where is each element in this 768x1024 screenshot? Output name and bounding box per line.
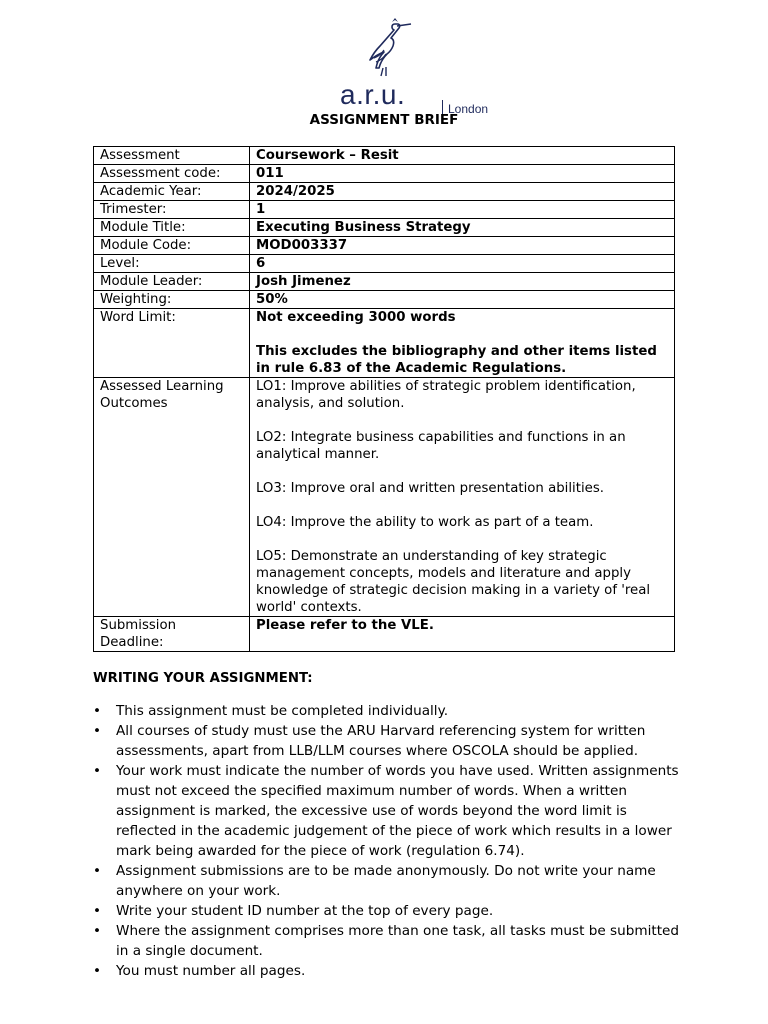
- row-label: Level:: [94, 255, 250, 273]
- table-row: [94, 219, 675, 237]
- list-item-text: You must number all pages.: [116, 963, 306, 979]
- learning-outcome-lo1: LO1: Improve abilities of strategic problem identification, analysis, and solution.: [256, 379, 636, 411]
- list-item-text: This assignment must be completed individually.: [116, 703, 449, 719]
- table-row: [94, 147, 675, 165]
- list-item: [93, 961, 683, 981]
- writing-section-heading: WRITING YOUR ASSIGNMENT:: [93, 671, 313, 686]
- row-value: 2024/2025: [250, 183, 675, 201]
- table-row: [94, 291, 675, 309]
- row-value: 6: [250, 255, 675, 273]
- bullet-icon: •: [93, 963, 102, 979]
- page-title: ASSIGNMENT BRIEF: [309, 112, 459, 128]
- writing-rules-list: [93, 701, 683, 981]
- deadline-row: [94, 617, 675, 652]
- row-value: Coursework – Resit: [250, 147, 675, 165]
- list-item: [93, 861, 683, 901]
- table-row: [94, 165, 675, 183]
- word-limit-cell: [250, 309, 675, 378]
- bullet-icon: •: [93, 703, 102, 719]
- table-row: [94, 201, 675, 219]
- word-limit-row: [94, 309, 675, 378]
- row-value: 50%: [250, 291, 675, 309]
- row-label: Assessment: [94, 147, 250, 165]
- deadline-value: Please refer to the VLE.: [250, 617, 675, 652]
- list-item: [93, 901, 683, 921]
- logo-location: London: [448, 102, 489, 116]
- learning-outcome-lo2: LO2: Integrate business capabilities and functions in an analytical manner.: [256, 430, 626, 462]
- row-value: Executing Business Strategy: [250, 219, 675, 237]
- deadline-label: Submission Deadline:: [94, 617, 250, 652]
- word-limit-value: Not exceeding 3000 words: [256, 310, 456, 325]
- row-value: MOD003337: [250, 237, 675, 255]
- word-limit-note: This excludes the bibliography and other items listed in rule 6.83 of the Academic Regulations.: [256, 344, 657, 376]
- learning-outcomes-cell: [250, 378, 675, 617]
- bullet-icon: •: [93, 923, 102, 939]
- row-value: 011: [250, 165, 675, 183]
- bullet-icon: •: [93, 903, 102, 919]
- row-label: Module Title:: [94, 219, 250, 237]
- row-value: Josh Jimenez: [250, 273, 675, 291]
- learning-outcome-lo5: LO5: Demonstrate an understanding of key strategic management concepts, models and literature and apply knowledge of strategic decision making in a variety of 'real world' contexts.: [256, 549, 651, 615]
- list-item-text: Where the assignment comprises more than one task, all tasks must be submitted in a single document.: [116, 923, 680, 959]
- bullet-icon: •: [93, 863, 102, 879]
- row-label: Module Leader:: [94, 273, 250, 291]
- list-item-text: Your work must indicate the number of words you have used. Written assignments must not exceed the specified maximum number of words. When a written assignment is marked, the excessive use of words beyond the word limit is reflected in the academic judgement of the piece of work which results in a lower mark being awarded for the piece of work (regulation 6.74).: [116, 763, 679, 859]
- list-item-text: Write your student ID number at the top of every page.: [116, 903, 494, 919]
- row-label: Trimester:: [94, 201, 250, 219]
- list-item: [93, 761, 683, 861]
- list-item: [93, 721, 683, 761]
- aru-london-logo: [340, 18, 489, 116]
- table-row: [94, 237, 675, 255]
- list-item-text: All courses of study must use the ARU Harvard referencing system for written assessments, apart from LLB/LLM courses where OSCOLA should be applied.: [116, 723, 646, 759]
- list-item: [93, 921, 683, 961]
- row-label: Module Code:: [94, 237, 250, 255]
- table-row: [94, 255, 675, 273]
- table-row: [94, 273, 675, 291]
- row-label: Assessment code:: [94, 165, 250, 183]
- learning-outcome-lo3: LO3: Improve oral and written presentation abilities.: [256, 481, 604, 496]
- assignment-details-table: [93, 146, 675, 652]
- row-value: 1: [250, 201, 675, 219]
- learning-outcomes-row: [94, 378, 675, 617]
- table-row: [94, 183, 675, 201]
- word-limit-label: Word Limit:: [94, 309, 250, 378]
- learning-outcomes-label: Assessed Learning Outcomes: [94, 378, 250, 617]
- learning-outcome-lo4: LO4: Improve the ability to work as part of a team.: [256, 515, 594, 530]
- bullet-icon: •: [93, 763, 102, 779]
- heron-crest-icon: [362, 18, 414, 78]
- list-item-text: Assignment submissions are to be made anonymously. Do not write your name anywhere on your work.: [116, 863, 656, 899]
- list-item: [93, 701, 683, 721]
- bullet-icon: •: [93, 723, 102, 739]
- row-label: Weighting:: [94, 291, 250, 309]
- row-label: Academic Year:: [94, 183, 250, 201]
- logo-wordmark: a.r.u.: [340, 79, 406, 110]
